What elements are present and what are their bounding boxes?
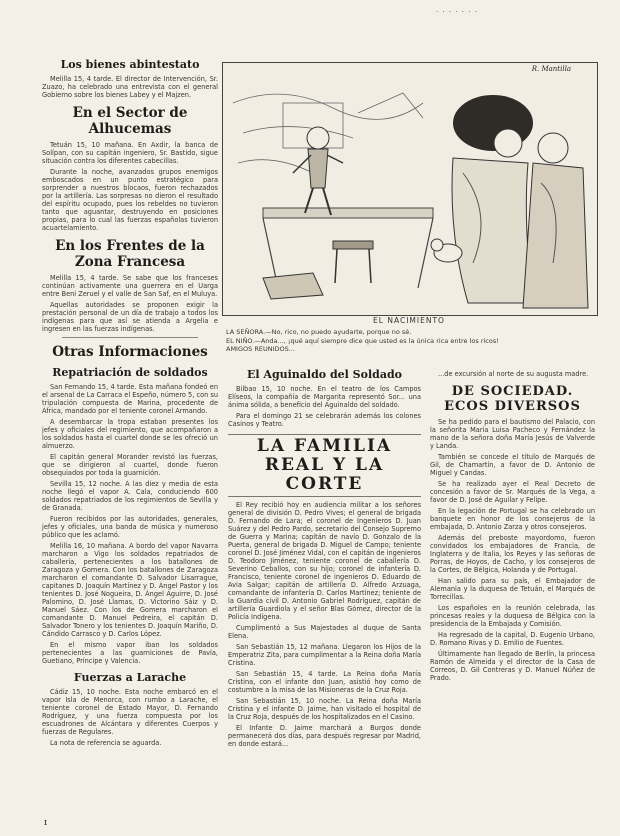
paragraph: Últimamente han llegado de Berlín, la princesa Ramón de Almeida y el director de la Casa de Correos, D. Gil Contreras y D. Manuel Núñez de Prado. (430, 650, 595, 682)
paragraph: El Rey recibió hoy en audiencia militar a los señores general de división D. Pedro Vives; el general de brigada D. Fernando de Lara; el coronel de Ingenieros D. Juan Suárez y del Pedro Pardo, secretario del Consejo Supremo de Guerra y Marina; capitán de navío D. Gonzalo de la Puerta, general de brigada D. Miguel de Campo; teniente coronel D. José Jiménez Vidal, con el capitán de ingenieros D. Teodoro Jiménez, teniente coronel de caballería D. Severino Ceballos, con su hijo; coronel de infantería D. Francisco, teniente coronel de ingenieros D. Eduardo de Avia Salgar; capitán de artillería D. Alfredo Arzuaga, comandante de infantería D. Carlos Martínez; teniente de la Guardia civil D. Antonio Gabriel Rodríguez, capitán de artillería Guardiola y el señor Blas Gómez, director de la Policía Indígena. (228, 501, 421, 621)
heading-alhucemas: En el Sector de Alhucemas (72, 105, 188, 137)
heading-zona-francesa: En los Frentes de la Zona Francesa (55, 238, 205, 270)
paragraph: Los españoles en la reunión celebrada, las princesas reales y la duquesa de Bélgica con la presidencia de la Embajada y Comisión. (430, 604, 595, 628)
top-note: · · · · · · · (436, 8, 478, 16)
paragraph: La nota de referencia se aguarda. (50, 739, 162, 747)
paragraph: Se ha realizado ayer el Real Decreto de concesión a favor de Sr. Marqués de la Vega, a favor de D. José de Aguilar y Felipe. (430, 480, 595, 504)
nativity-drawing (223, 63, 597, 315)
paragraph: Melilla 16, 10 mañana. A bordo del vapor Navarra marcharon a Vigo los soldados repatriados de caballería, pertenecientes a los batallones de Zaragoza y Gomera. Con los batallones de Zaragoza marcharon el comandante D. Salvador Lisarrague, capitanes D. Joaquín Martínez y D. Ángel Pastor y los tenientes D. José Nogueira, D. Ángel Aguirre, D. José Palomino, D. José Llamas, D. Victorino Sáiz y D. Manuel Sáez. Con los de Gomera marcharon el comandante D. Manuel Pedreira, el capitán D. Salvador Tonero y los tenientes D. Joaquín Mariño, D. Cándido Carrasco y D. Carlos López. (42, 542, 218, 638)
paragraph: Melilla 15, 4 tarde. El director de Intervención, Sr. Zuazo, ha celebrado una entrevista con el general Gobierno sobre los bienes Labey y el Majzen. (42, 75, 218, 99)
paragraph: Aquellas autoridades se proponen exigir la prestación personal de un día de trabajo a todos los indígenas para que así se atienda a Argelia e ingresen en las fuerzas indígenas. (42, 301, 218, 333)
paragraph: Cumplimentó a Sus Majestades al duque de Santa Elena. (228, 624, 421, 640)
heading-larache: Fuerzas a Larache (73, 671, 187, 684)
paragraph: A desembarcar la tropa estaban presentes los jefes y oficiales del regimiento, que acompañaron a los soldados hasta el cuartel donde se les ofreció un almuerzo. (42, 418, 218, 450)
paragraph: Además del preboste mayordomo, fueron convidados los embajadores de Francia, de Inglaterra y de Italia, los Reyes y las señoras de Porras, de Hoyos, de Cacho, y los consejeros de la Cortes, de Bélgica, Holanda y de Portugal. (430, 534, 595, 574)
heading-bienes: Los bienes abintestato (60, 58, 200, 71)
paragraph: El Infante D. Jaime marchará a Burgos donde permanecerá dos días, para después regresar por Madrid, en donde estará... (228, 724, 421, 748)
heading-sociedad: DE SOCIEDAD. ECOS DIVERSOS (444, 384, 581, 414)
paragraph: San Sebastián 15, 4 tarde. La Reina doña María Cristina, con el infante don Juan, asistió hoy como de costumbre a la misa de las Misioneras de la Cruz Roja. (228, 670, 421, 694)
heading-repatriacion: Repatriación de soldados (52, 366, 208, 379)
paragraph: San Sebastián 15, 12 mañana. Llegaron los Hijos de la Emperatriz Zita, para cumplimentar a la Reina doña María Cristina. (228, 643, 421, 667)
paragraph: Durante la noche, avanzados grupos enemigos emboscados en un punto estratégico para sorprender a nuestros blocaos, fueron rechazados por la artillería. Las sorpresas no dieron el resultado del espíritu ocupado, pues los rebeldes no tuvieron tanto que aguantar, destruyendo en posiciones propias, para lo cual las fuerzas españolas tuvieron acuartelamiento. (42, 168, 218, 232)
cartoon-illustration (222, 62, 598, 316)
paragraph: Cádiz 15, 10 noche. Esta noche embarcó en el vapor Isla de Menorca, con rumbo a Larache, el teniente coronel de Estado Mayor, D. Fernando Rodríguez, y una fuerza compuesta por los escuadrones de Alcántara y diferentes Cuerpos y fuerzas de Regulares. (42, 688, 218, 736)
heading-aguinaldo: El Aguinaldo del Soldado (247, 368, 402, 381)
paragraph: Sevilla 15, 12 noche. A las diez y media de esta noche llegó el vapor A. Cala, conduciendo 600 soldados repatriados de los regimientos de Sevilla y de Granada. (42, 480, 218, 512)
dialog-line: LA SEÑORA.—No, rico, no puedo ayudarte, porque no sé. (226, 328, 412, 336)
paragraph: El capitán general Morander revistó las fuerzas, que se dirigieron al cuartel, donde fueron obsequiados por toda la guarnición. (42, 453, 218, 477)
margin-mark: ɪ (44, 818, 47, 828)
heading-otras-informaciones: Otras Informaciones (52, 344, 208, 360)
cartoon-title: EL NACIMIENTO (373, 316, 445, 325)
dialog-line: EL NIÑO.—Anda..., ¡qué aquí siempre dice que usted es la única rica entre los ricos! (226, 336, 499, 345)
paragraph: En la legación de Portugal se ha celebrado un banquete en honor de los consejeros de la embajada, D. Antonio Zarza y otros consejeros. (430, 507, 595, 531)
paragraph: San Fernando 15, 4 tarde. Esta mañana fondeó en el arsenal de La Carraca el Espeño, número 5, con su tripulación compuesta de Marina, procedente de África, mandado por el teniente coronel Armando. (42, 383, 218, 415)
paragraph: Fueron recibidos por las autoridades, generales, jefes y oficiales, una banda de música y numeroso público que les aclamó. (42, 515, 218, 539)
divider (62, 337, 198, 338)
paragraph: Se ha pedido para el bautismo del Palacio, con la señorita María Luisa Pacheco y Fernández la mano de la señora doña María Jesús de Valverde y Landa. (430, 418, 595, 450)
cartoon-dialog (226, 328, 596, 354)
paragraph: Bilbao 15, 10 noche. En el teatro de los Campos Elíseos, la compañía de Margarita representó Sor... una ánima sólida, a beneficio del Aguinaldo del soldado. (228, 385, 421, 409)
paragraph: También se concede el título de Marqués de Gil, de Chamartín, a favor de D. Antonio de Miguel y Candas. (430, 453, 595, 477)
right-column (430, 370, 595, 685)
paragraph: Melilla 15, 4 tarde. Se sabe que los franceses continúan activamente una guerrera en el Uarga entre Beni Zeruel y el valle de San Saf, en el Muluya. (42, 274, 218, 298)
cartoon-signature: R. Mantilla (531, 65, 571, 73)
paragraph: San Sebastián 15, 10 noche. La Reina doña María Cristina y el infante D. Jaime, han visitado el hospital de la Cruz Roja, después de los hospitalizados en el Casino. (228, 697, 421, 721)
heading-familia-real: LA FAMILIA REAL Y LA CORTE (228, 434, 421, 497)
paragraph: ...de excursión al norte de su augusta madre. (438, 370, 589, 378)
paragraph: Han salido para su país, el Embajador de Alemania y la duquesa de Tetuán, el Marqués de Torrecillas. (430, 577, 595, 601)
dialog-line: AMIGOS REUNIDOS... (226, 345, 295, 353)
left-column (42, 52, 218, 750)
paragraph: Tetuán 15, 10 mañana. En Axdir, la banca de Solípan, con su capitán ingeniero, Sr. Bastido, sigue situación contra los diferentes cabecillas. (42, 141, 218, 165)
paragraph: Ha regresado de la capital, D. Eugenio Urbano, D. Romano Rivas y D. Emilio de Fuentes. (430, 631, 595, 647)
middle-column (228, 362, 421, 751)
paragraph: Para el domingo 21 se celebrarán además los colones Casinos y Teatro. (228, 412, 421, 428)
paragraph: En el mismo vapor iban los soldados pertenecientes a las guarniciones de Pavía, Guetiano, Príncipe y Valencia. (42, 641, 218, 665)
